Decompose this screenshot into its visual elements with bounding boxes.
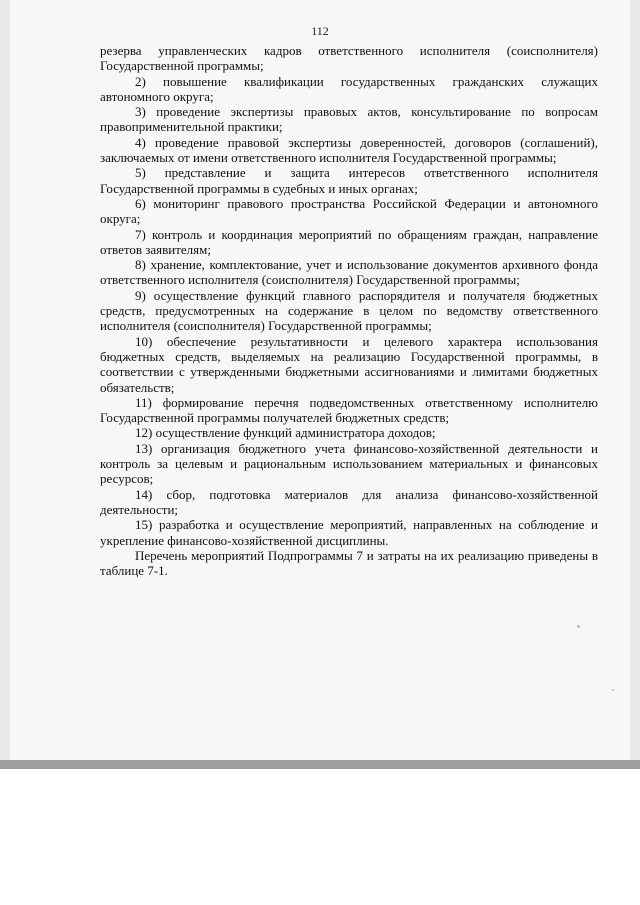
list-item-11: 11) формирование перечня подведомственных ответственному исполнителю Государственной программы получателей бюджетных средств; [100, 394, 598, 426]
scan-speck [612, 689, 614, 691]
list-item-7: 7) контроль и координация мероприятий по обращениям граждан, направление ответов заявителям; [100, 226, 598, 257]
list-item-9: 9) осуществление функций главного распорядителя и получателя бюджетных средств, предусмотренных на содержание в целом по ведомству ответственного исполнителя (соисполнителя) Государственной программы; [100, 287, 598, 334]
list-item-3: 3) проведение экспертизы правовых актов, консультирование по вопросам правоприменительной практики; [100, 104, 598, 135]
list-item-1-continuation: резерва управленческих кадров ответственного исполнителя (соисполнителя) Государственной программы; [100, 43, 598, 74]
list-item-2: 2) повышение квалификации государственных гражданских служащих автономного округа; [100, 73, 598, 104]
list-item-14: 14) сбор, подготовка материалов для анализа финансово-хозяйственной деятельности; [100, 486, 598, 517]
list-item-10: 10) обеспечение результативности и целевого характера использования бюджетных средств, выделяемых на реализацию Государственной программы, в соответствии с утвержденными бюджетными ассигнованиями и лимитами бюджетных обязательств; [100, 333, 598, 395]
scan-speck [577, 625, 580, 628]
list-item-4: 4) проведение правовой экспертизы доверенностей, договоров (соглашений), заключаемых от имени ответственного исполнителя Государственной программы; [100, 134, 598, 166]
list-item-8: 8) хранение, комплектование, учет и использование документов архивного фонда ответственного исполнителя (соисполнителя) Государственной программы; [100, 257, 598, 288]
list-item-15: 15) разработка и осуществление мероприятий, направленных на соблюдение и укрепление финансово-хозяйственной дисциплины. [100, 517, 598, 548]
scan-edge-shadow [0, 760, 640, 769]
list-item-12: 12) осуществление функций администратора доходов; [135, 425, 436, 441]
list-item-13: 13) организация бюджетного учета финансово-хозяйственной деятельности и контроль за целевым и рациональным использованием материальных и финансовых ресурсов; [100, 440, 598, 487]
list-item-5: 5) представление и защита интересов ответственного исполнителя Государственной программы в судебных и иных органах; [100, 165, 598, 196]
list-item-6: 6) мониторинг правового пространства Российской Федерации и автономного округа; [100, 195, 598, 227]
closing-paragraph: Перечень мероприятий Подпрограммы 7 и затраты на их реализацию приведены в таблице 7-1. [100, 547, 598, 579]
page-number: 112 [311, 24, 329, 38]
document-body [100, 43, 598, 578]
